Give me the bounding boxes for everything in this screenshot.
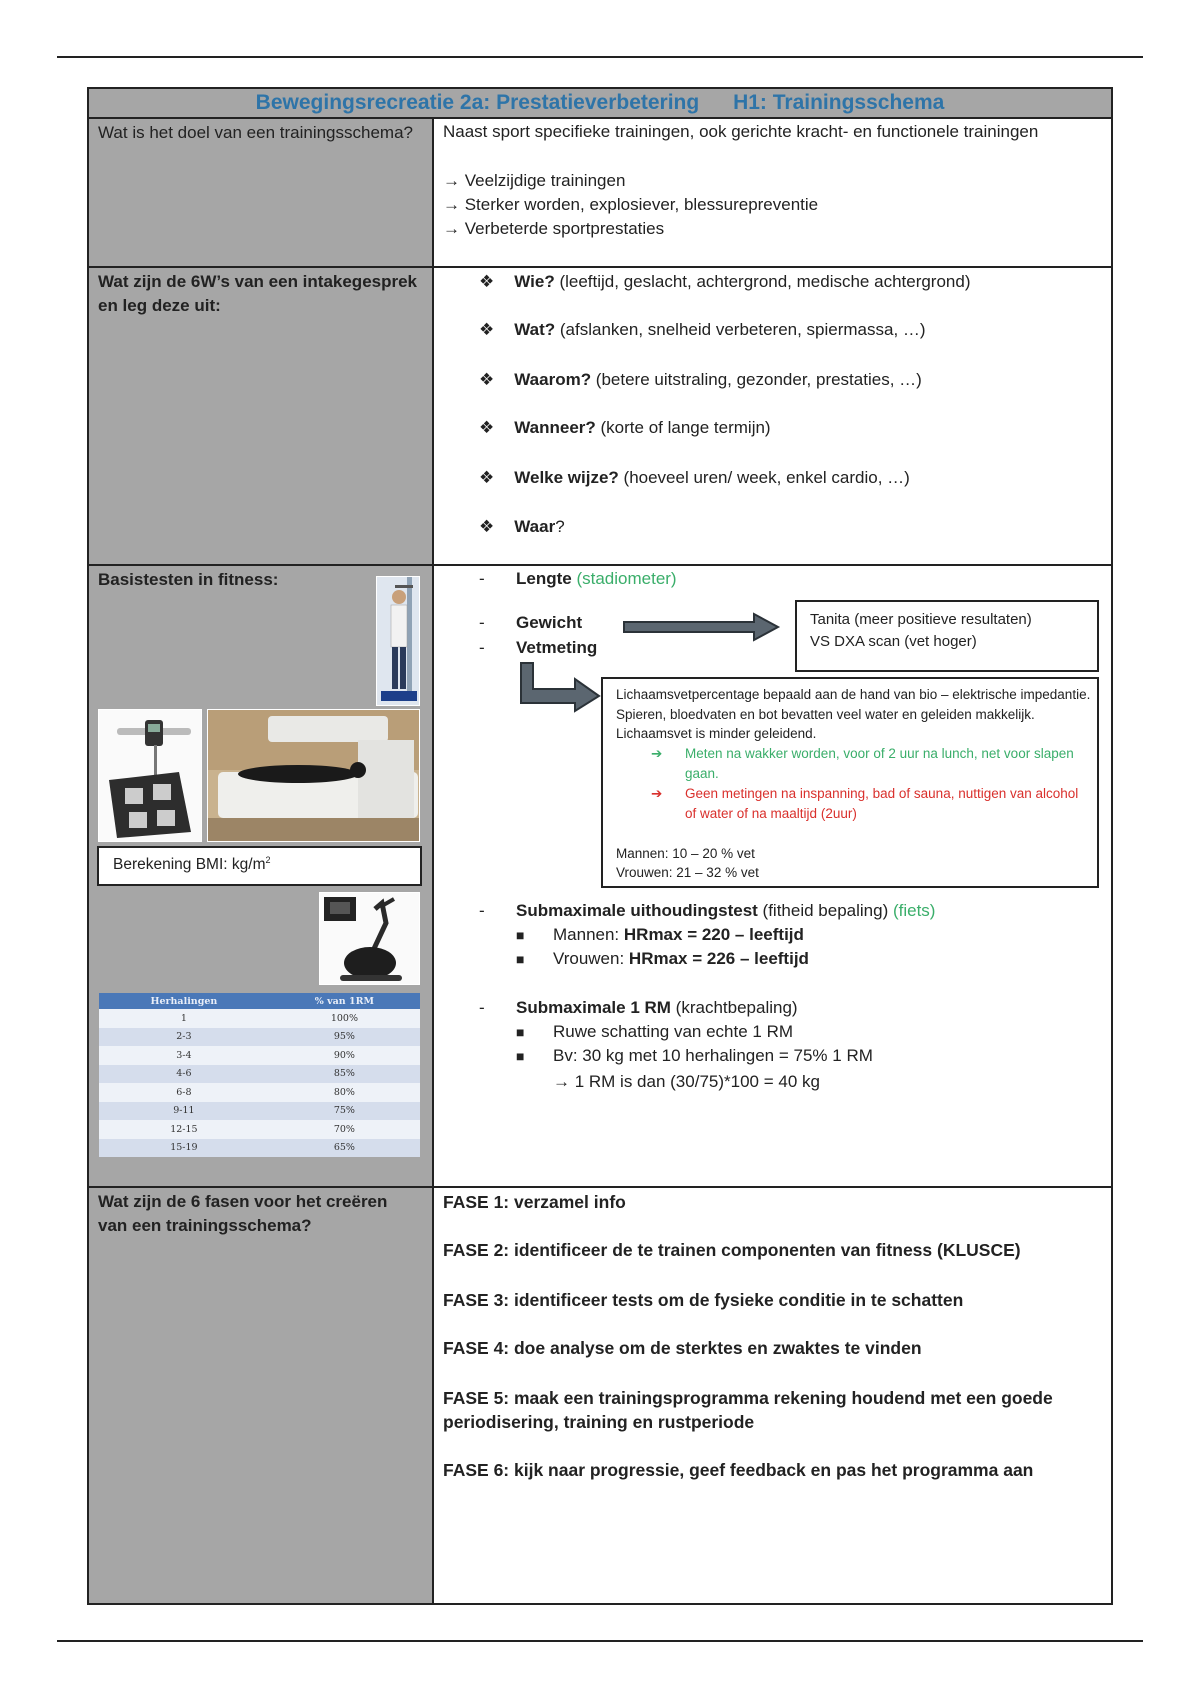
table-cell: 80% bbox=[269, 1083, 420, 1102]
exercise-bike-image bbox=[319, 892, 420, 985]
w-term: Wat? bbox=[514, 320, 556, 339]
lengte-note: (stadiometer) bbox=[571, 569, 677, 588]
fat-do: Meten na wakker worden, voor of 2 uur na lunch, net voor slapen gaan. bbox=[685, 746, 1074, 781]
rm-item: Ruwe schatting van echte 1 RM bbox=[553, 1022, 794, 1041]
rm-table-header: Herhalingen bbox=[99, 993, 269, 1009]
row1-question-cell bbox=[89, 119, 434, 267]
dash-bullet: - bbox=[479, 613, 485, 632]
men-formula: HRmax = 220 – leeftijd bbox=[623, 925, 804, 944]
table-row bbox=[99, 1139, 420, 1158]
row1-answer-cell bbox=[434, 119, 1111, 267]
row1-question: Wat is het doel van een trainingsschema? bbox=[98, 123, 413, 142]
submax-green-note: (fiets) bbox=[888, 901, 936, 920]
row1-point: → Sterker worden, explosiever, blessurepreventie bbox=[443, 195, 819, 214]
table-row bbox=[99, 1065, 420, 1084]
row3-question: Basistesten in fitness: bbox=[98, 570, 279, 589]
bmi-label-wrap bbox=[113, 855, 271, 874]
bottom-rule bbox=[57, 1640, 1143, 1642]
row1-point: → Verbeterde sportprestaties bbox=[443, 219, 665, 238]
bent-arrow-icon bbox=[519, 661, 601, 713]
men-formula-line bbox=[553, 923, 804, 948]
bmi-exponent: 2 bbox=[265, 855, 271, 865]
w-term: Welke wijze? bbox=[514, 468, 619, 487]
fat-intro: Lichaamsvetpercentage bepaald aan de hand van bio – elektrische impedantie. Spieren, bloedvaten en bot bevatten veel water en geleiden makkelijk. Lichaamsvet is minder geleidend. bbox=[616, 687, 1091, 741]
w-detail: (afslanken, snelheid verbeteren, spiermassa, …) bbox=[555, 320, 926, 339]
rm-note: (krachtbepaling) bbox=[670, 998, 798, 1017]
top-rule bbox=[57, 56, 1143, 58]
table-row bbox=[99, 1028, 420, 1047]
women-formula: HRmax = 226 – leeftijd bbox=[628, 949, 809, 968]
tanita-box bbox=[795, 600, 1099, 672]
table-row bbox=[99, 1083, 420, 1102]
w-term: Waar bbox=[514, 517, 556, 536]
page-title bbox=[89, 89, 1111, 119]
bmi-label: Berekening BMI: kg/m bbox=[113, 856, 266, 874]
right-arrow-icon bbox=[622, 611, 782, 643]
diamond-bullet-icon: ❖ bbox=[479, 370, 495, 389]
gewicht-term: Gewicht bbox=[516, 613, 583, 632]
rm-line bbox=[516, 996, 798, 1021]
row1-point: → Veelzijdige trainingen bbox=[443, 171, 626, 190]
diamond-bullet-icon: ❖ bbox=[479, 468, 495, 487]
rm-item: → 1 RM is dan (30/75)*100 = 40 kg bbox=[553, 1072, 820, 1091]
square-bullet-icon: ■ bbox=[516, 927, 525, 943]
dxa-scan-image bbox=[207, 709, 420, 842]
fase-item: FASE 2: identificeer de te trainen componenten van fitness (KLUSCE) bbox=[443, 1240, 1021, 1260]
women-label: Vrouwen: bbox=[553, 949, 629, 968]
fat-men: Mannen: 10 – 20 % vet bbox=[616, 846, 755, 861]
course-title: Bewegingsrecreatie 2a: Prestatieverbetering bbox=[255, 91, 700, 114]
table-cell: 100% bbox=[269, 1009, 420, 1028]
w-term: Wie? bbox=[514, 272, 555, 291]
w-detail: (korte of lange termijn) bbox=[595, 418, 771, 437]
tanita-line: Tanita (meer positieve resultaten) bbox=[810, 611, 1032, 628]
chapter-title: H1: Trainingsschema bbox=[733, 91, 945, 114]
row3-question-cell bbox=[89, 566, 434, 1187]
table-cell: 9-11 bbox=[99, 1102, 269, 1121]
table-cell: 4-6 bbox=[99, 1065, 269, 1084]
w-list-item bbox=[479, 318, 926, 343]
diamond-bullet-icon: ❖ bbox=[479, 418, 495, 437]
row1-answer: Naast sport specifieke trainingen, ook gerichte kracht- en functionele trainingen bbox=[443, 122, 1039, 141]
green-arrow-icon: ➔ bbox=[651, 746, 663, 761]
submax-title: Submaximale uithoudingstest bbox=[516, 901, 758, 920]
w-detail: (hoeveel uren/ week, enkel cardio, …) bbox=[618, 468, 910, 487]
fat-dont: Geen metingen na inspanning, bad of sauna, nuttigen van alcohol of water of na maaltijd (2uur) bbox=[685, 786, 1079, 821]
table-cell: 70% bbox=[269, 1120, 420, 1139]
w-term: Waarom? bbox=[514, 370, 592, 389]
diamond-bullet-icon: ❖ bbox=[479, 517, 495, 536]
body-fat-scale-image bbox=[98, 709, 202, 842]
w-list-item bbox=[479, 515, 565, 540]
table-cell: 2-3 bbox=[99, 1028, 269, 1047]
red-arrow-icon: ➔ bbox=[651, 786, 663, 801]
square-bullet-icon: ■ bbox=[516, 951, 525, 967]
square-bullet-icon: ■ bbox=[516, 1048, 525, 1064]
dash-bullet: - bbox=[479, 998, 485, 1017]
rm-title: Submaximale 1 RM bbox=[516, 998, 671, 1017]
w-detail: (leeftijd, geslacht, achtergrond, medische achtergrond) bbox=[554, 272, 971, 291]
fase-item: FASE 4: doe analyse om de sterktes en zwaktes te vinden bbox=[443, 1338, 922, 1358]
summary-table bbox=[87, 87, 1113, 1605]
table-cell: 3-4 bbox=[99, 1046, 269, 1065]
w-list-item bbox=[479, 466, 910, 491]
diamond-bullet-icon: ❖ bbox=[479, 320, 495, 339]
lengte-term: Lengte bbox=[516, 569, 572, 588]
dash-bullet: - bbox=[479, 638, 485, 657]
w-term: Wanneer? bbox=[514, 418, 596, 437]
row2-answer-cell bbox=[434, 268, 1111, 565]
rm-table bbox=[99, 993, 420, 1157]
w-list-item bbox=[479, 416, 771, 441]
rm-item: Bv: 30 kg met 10 herhalingen = 75% 1 RM bbox=[553, 1046, 873, 1065]
table-cell: 75% bbox=[269, 1102, 420, 1121]
dash-bullet: - bbox=[479, 569, 485, 588]
table-cell: 85% bbox=[269, 1065, 420, 1084]
women-formula-line bbox=[553, 947, 809, 972]
square-bullet-icon: ■ bbox=[516, 1024, 525, 1040]
table-cell: 1 bbox=[99, 1009, 269, 1028]
table-row bbox=[99, 1102, 420, 1121]
diamond-bullet-icon: ❖ bbox=[479, 272, 495, 291]
w-list-item bbox=[479, 270, 971, 295]
table-row bbox=[99, 1009, 420, 1028]
row4-question-cell bbox=[89, 1188, 434, 1603]
table-cell: 6-8 bbox=[99, 1083, 269, 1102]
rm-table-header: % van 1RM bbox=[269, 993, 420, 1009]
body-fat-info-box bbox=[601, 677, 1099, 888]
w-detail: (betere uitstraling, gezonder, prestaties, …) bbox=[591, 370, 922, 389]
row4-answer-cell bbox=[434, 1188, 1111, 1603]
table-row bbox=[99, 1120, 420, 1139]
row2-question: Wat zijn de 6W’s van een intakegesprek en leg deze uit: bbox=[98, 272, 418, 315]
table-cell: 12-15 bbox=[99, 1120, 269, 1139]
men-label: Mannen: bbox=[553, 925, 624, 944]
w-list-item bbox=[479, 368, 922, 393]
dash-bullet: - bbox=[479, 901, 485, 920]
fase-item: FASE 6: kijk naar progressie, geef feedback en pas het programma aan bbox=[443, 1460, 1034, 1480]
table-cell: 65% bbox=[269, 1139, 420, 1158]
fat-women: Vrouwen: 21 – 32 % vet bbox=[616, 865, 759, 880]
lengte-line bbox=[516, 567, 677, 592]
w-detail: ? bbox=[555, 517, 565, 536]
vetmeting-term: Vetmeting bbox=[516, 638, 598, 657]
tanita-line: VS DXA scan (vet hoger) bbox=[810, 633, 977, 650]
fase-item: FASE 5: maak een trainingsprogramma rekening houdend met een goede periodisering, training en rustperiode bbox=[443, 1388, 1053, 1432]
submax-note: (fitheid bepaling) bbox=[757, 901, 889, 920]
submax-line bbox=[516, 899, 935, 924]
row4-question: Wat zijn de 6 fasen voor het creëren van een trainingsschema? bbox=[98, 1192, 388, 1235]
row2-question-cell bbox=[89, 268, 434, 565]
table-cell: 95% bbox=[269, 1028, 420, 1047]
table-row bbox=[99, 1046, 420, 1065]
row3-answer-cell bbox=[434, 566, 1111, 1187]
fase-item: FASE 1: verzamel info bbox=[443, 1192, 626, 1212]
stadiometer-image bbox=[376, 576, 420, 706]
table-cell: 15-19 bbox=[99, 1139, 269, 1158]
table-cell: 90% bbox=[269, 1046, 420, 1065]
fase-item: FASE 3: identificeer tests om de fysieke conditie in te schatten bbox=[443, 1290, 964, 1310]
bmi-box bbox=[97, 846, 422, 886]
